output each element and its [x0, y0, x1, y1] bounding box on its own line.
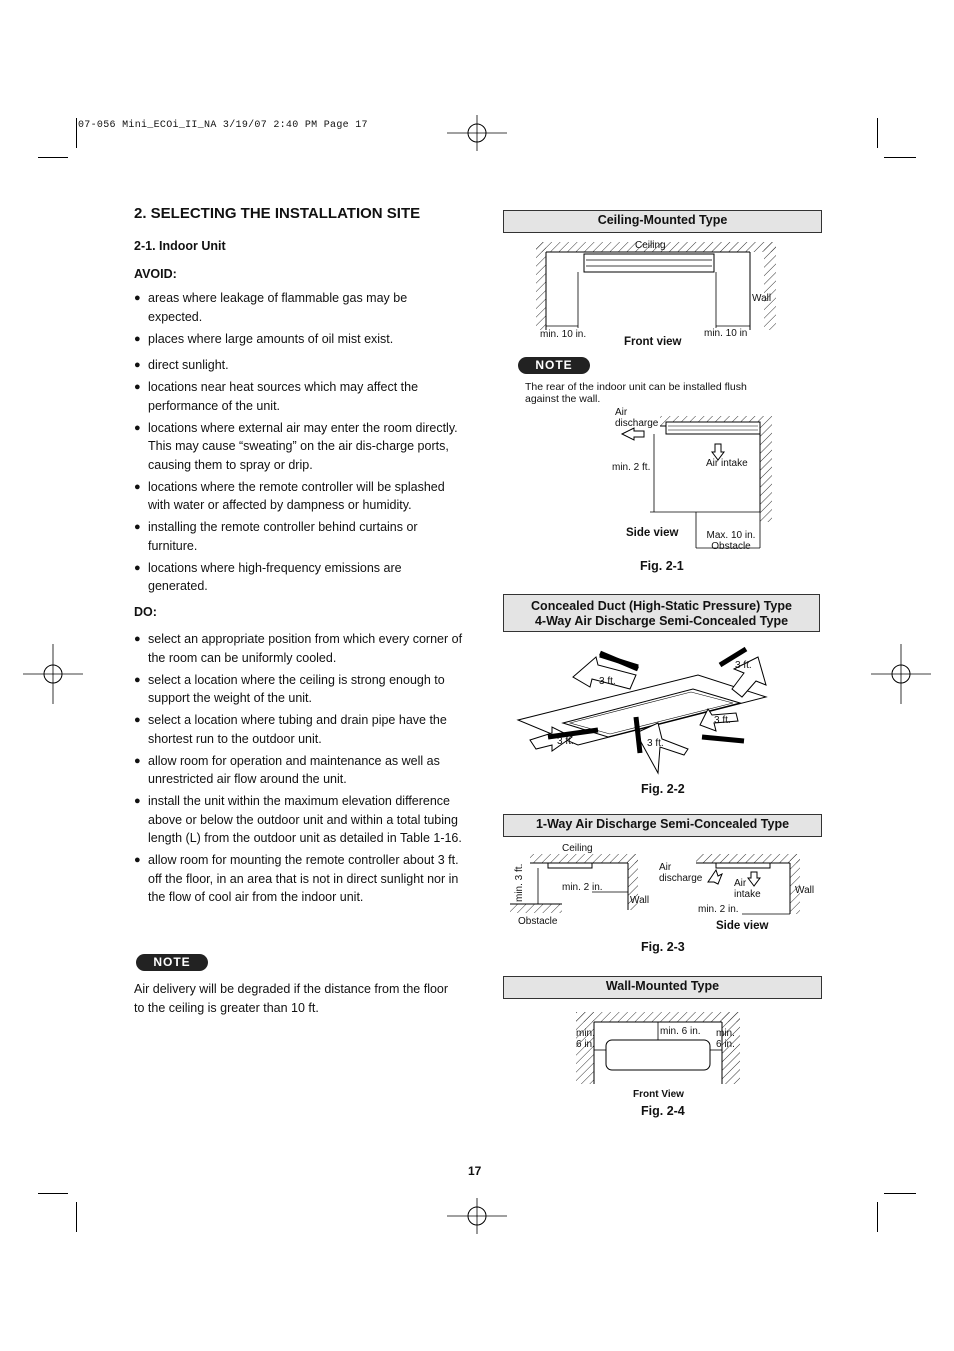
- fig4-min-top: min. 6 in.: [660, 1026, 701, 1037]
- fig3-wall-right: Wall: [795, 885, 815, 896]
- do-list: [134, 630, 464, 910]
- fig4-caption: Fig. 2-4: [641, 1104, 685, 1118]
- avoid-item: ● direct sunlight.: [134, 356, 464, 375]
- fig2-dim-label: 3 ft.: [557, 736, 574, 747]
- avoid-item: ● locations near heat sources which may affect the performance of the unit.: [134, 378, 464, 415]
- crop-mark: [884, 157, 916, 158]
- fig1-wall-label: Wall: [752, 293, 772, 304]
- do-item: ● install the unit within the maximum elevation difference above or below the outdoor unit and within a total tubing length (L) from the outdoor unit as detailed in Table 1-16.: [134, 792, 464, 848]
- registration-mark: [871, 644, 931, 704]
- crop-mark: [38, 1193, 68, 1194]
- fig2-title: [503, 594, 820, 632]
- crop-mark: [76, 1202, 77, 1232]
- crop-mark: [884, 1193, 916, 1194]
- registration-mark: [447, 103, 507, 163]
- fig2-dim-label: 3 ft.: [735, 660, 752, 671]
- avoid-heading: AVOID:: [134, 267, 177, 281]
- note-text: Air delivery will be degraded if the distance from the floor to the ceiling is greater than 10 ft.: [134, 982, 449, 1015]
- crop-mark: [76, 118, 77, 148]
- fig1-min-left: min. 10 in.: [540, 329, 587, 340]
- fig2-caption: Fig. 2-2: [641, 782, 685, 796]
- fig2-dim-label: 3 ft.: [714, 715, 731, 726]
- avoid-item: ● areas where leakage of flammable gas may be expected.: [134, 289, 464, 326]
- registration-mark: [23, 644, 83, 704]
- fig3-ceiling: Ceiling: [562, 843, 593, 854]
- subsection-title: 2-1. Indoor Unit: [134, 239, 226, 253]
- do-item: ● select a location where tubing and drain pipe have the shortest run to the outdoor unit.: [134, 711, 464, 748]
- fig1-caption: Fig. 2-1: [640, 559, 684, 573]
- fig1-title: Ceiling-Mounted Type: [503, 210, 822, 233]
- fig3-side-view: Side view: [716, 920, 769, 932]
- avoid-item: ● locations where the remote controller will be splashed with water or affected by dampness or humidity.: [134, 478, 464, 515]
- note-badge: NOTE: [136, 954, 208, 971]
- fig1-air-discharge: Air discharge: [615, 407, 659, 429]
- fig1-air-intake: Air intake: [706, 458, 748, 469]
- avoid-list: [134, 289, 464, 599]
- fig3-air-intake: Air intake: [734, 878, 761, 900]
- avoid-item: ● places where large amounts of oil mist exist.: [134, 330, 464, 349]
- fig1-min-right: min. 10 in: [704, 328, 748, 339]
- page-number: 17: [468, 1164, 482, 1178]
- registration-mark: [447, 1186, 507, 1246]
- fig3-obstacle: Obstacle: [518, 916, 558, 927]
- fig4-front-view: Front View: [633, 1089, 684, 1100]
- fig4-title: Wall-Mounted Type: [503, 976, 822, 999]
- fig3-min-3ft: min. 3 ft.: [514, 863, 525, 902]
- fig1-min-2ft: min. 2 ft.: [612, 462, 651, 473]
- fig3-air-discharge: Air discharge: [659, 862, 703, 884]
- do-item: ● allow room for operation and maintenance as well as unrestricted air flow around the unit.: [134, 752, 464, 789]
- fig3-title: 1-Way Air Discharge Semi-Concealed Type: [503, 814, 822, 837]
- fig2-title-line1: Concealed Duct (High-Static Pressure) Type: [531, 599, 792, 613]
- fig1-max-obstacle: Max. 10 in. Obstacle: [706, 530, 756, 552]
- do-item: ● select a location where the ceiling is strong enough to support the weight of the unit.: [134, 671, 464, 708]
- fig3-min-2in-left: min. 2 in.: [562, 882, 603, 893]
- do-item: ● select an appropriate position from which every corner of the room can be uniformly cooled.: [134, 630, 464, 667]
- fig3-wall-left: Wall: [630, 895, 650, 906]
- fig1-ceiling-label: Ceiling: [635, 240, 666, 251]
- fig3-caption: Fig. 2-3: [641, 940, 685, 954]
- fig2-dim-label: 3 ft.: [599, 676, 616, 687]
- fig1-side-view-label: Side view: [626, 527, 679, 539]
- fig4-min-left: min. 6 in.: [576, 1028, 595, 1050]
- print-header: 07-056 Mini_ECOi_II_NA 3/19/07 2:40 PM Page 17: [78, 120, 368, 131]
- crop-mark: [877, 118, 878, 148]
- crop-mark: [38, 157, 68, 158]
- do-item: ● allow room for mounting the remote controller about 3 ft. off the floor, in an area that is not in direct sunlight nor in the flow of cool air from the indoor unit.: [134, 851, 464, 907]
- fig1-front-view-label: Front view: [624, 336, 682, 348]
- crop-mark: [877, 1202, 878, 1232]
- avoid-item: ● locations where external air may enter the room directly. This may cause “sweating” on the air dis-charge ports, causing them to spray or drip.: [134, 419, 464, 475]
- avoid-item: ● locations where high-frequency emissions are generated.: [134, 559, 464, 596]
- do-heading: DO:: [134, 605, 157, 619]
- section-title: 2. SELECTING THE INSTALLATION SITE: [134, 205, 421, 222]
- fig1-note-badge: NOTE: [518, 357, 590, 374]
- fig2-title-line2: 4-Way Air Discharge Semi-Concealed Type: [534, 614, 789, 628]
- fig2-dim-label: 3 ft.: [647, 738, 664, 749]
- fig1-front-view-diagram: [530, 238, 790, 338]
- fig4-min-right: min. 6 in.: [716, 1028, 735, 1050]
- fig3-min-2in-right: min. 2 in.: [698, 904, 739, 915]
- avoid-item: ● installing the remote controller behind curtains or furniture.: [134, 518, 464, 555]
- fig1-note-text: The rear of the indoor unit can be installed flush against the wall.: [525, 381, 747, 405]
